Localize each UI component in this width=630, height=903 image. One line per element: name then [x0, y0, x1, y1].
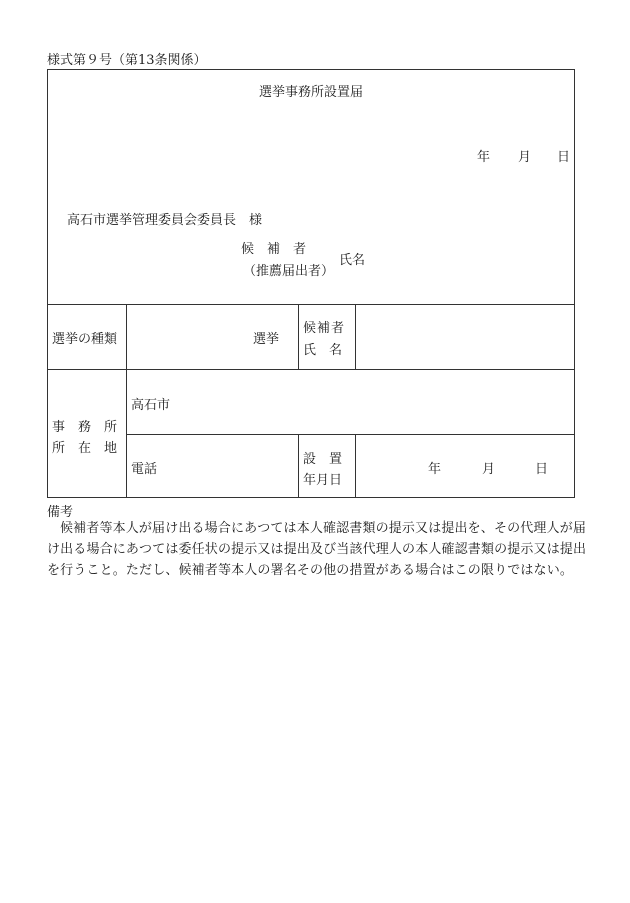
- election-type-label: 選挙の種類: [52, 332, 118, 347]
- divider-address-bottom: [126, 434, 574, 435]
- phone-field[interactable]: [165, 437, 293, 495]
- divider-established-label-right: [355, 434, 356, 497]
- divider-established-label-left: [298, 434, 299, 497]
- applicant-name-label: 氏名: [339, 253, 366, 268]
- address-prefix: 高石市: [131, 398, 171, 413]
- addressee: 高石市選挙管理委員会委員長 様: [67, 213, 263, 228]
- remarks-text: 候補者等本人が届け出る場合にあつては本人確認書類の提示又は提出を、その代理人が届け出る場合にあつては委任状の提示又は提出及び当該代理人の本人確認書類の提示又は提出を行うこと。ただし、候補者等本人の署名その他の措置がある場合はこの限りではない。: [47, 521, 587, 578]
- header-date-day: 日: [557, 150, 571, 165]
- candidate-name-label-line2: 氏 名: [303, 343, 343, 358]
- established-label-line2: 年月日: [303, 473, 343, 488]
- candidate-name-label-line1: 候補者: [303, 321, 346, 336]
- form-number: 様式第９号（第13条関係）: [47, 53, 207, 68]
- election-suffix: 選挙: [253, 332, 280, 347]
- applicant-role: 候 補 者: [241, 242, 307, 257]
- document-title: 選挙事務所設置届: [258, 85, 363, 100]
- applicant-role-sub: （推薦届出者）: [243, 264, 335, 279]
- phone-label: 電話: [131, 462, 158, 477]
- established-date-month: 月: [482, 462, 496, 477]
- remarks-heading: 備考: [47, 505, 74, 520]
- header-date-month: 月: [518, 150, 532, 165]
- header-date-year: 年: [477, 150, 491, 165]
- office-location-label-line1: 事 務 所: [52, 420, 118, 435]
- divider-candidate-label-left: [298, 304, 299, 369]
- address-field[interactable]: [180, 372, 572, 430]
- notification-form: [47, 69, 575, 498]
- established-label-line1: 設 置: [303, 452, 343, 467]
- election-type-field[interactable]: [128, 306, 246, 366]
- established-date-year: 年: [428, 462, 442, 477]
- established-date-day: 日: [535, 462, 549, 477]
- office-location-label-line2: 所 在 地: [52, 441, 118, 456]
- divider-label-column: [126, 304, 127, 497]
- candidate-name-field[interactable]: [356, 306, 572, 366]
